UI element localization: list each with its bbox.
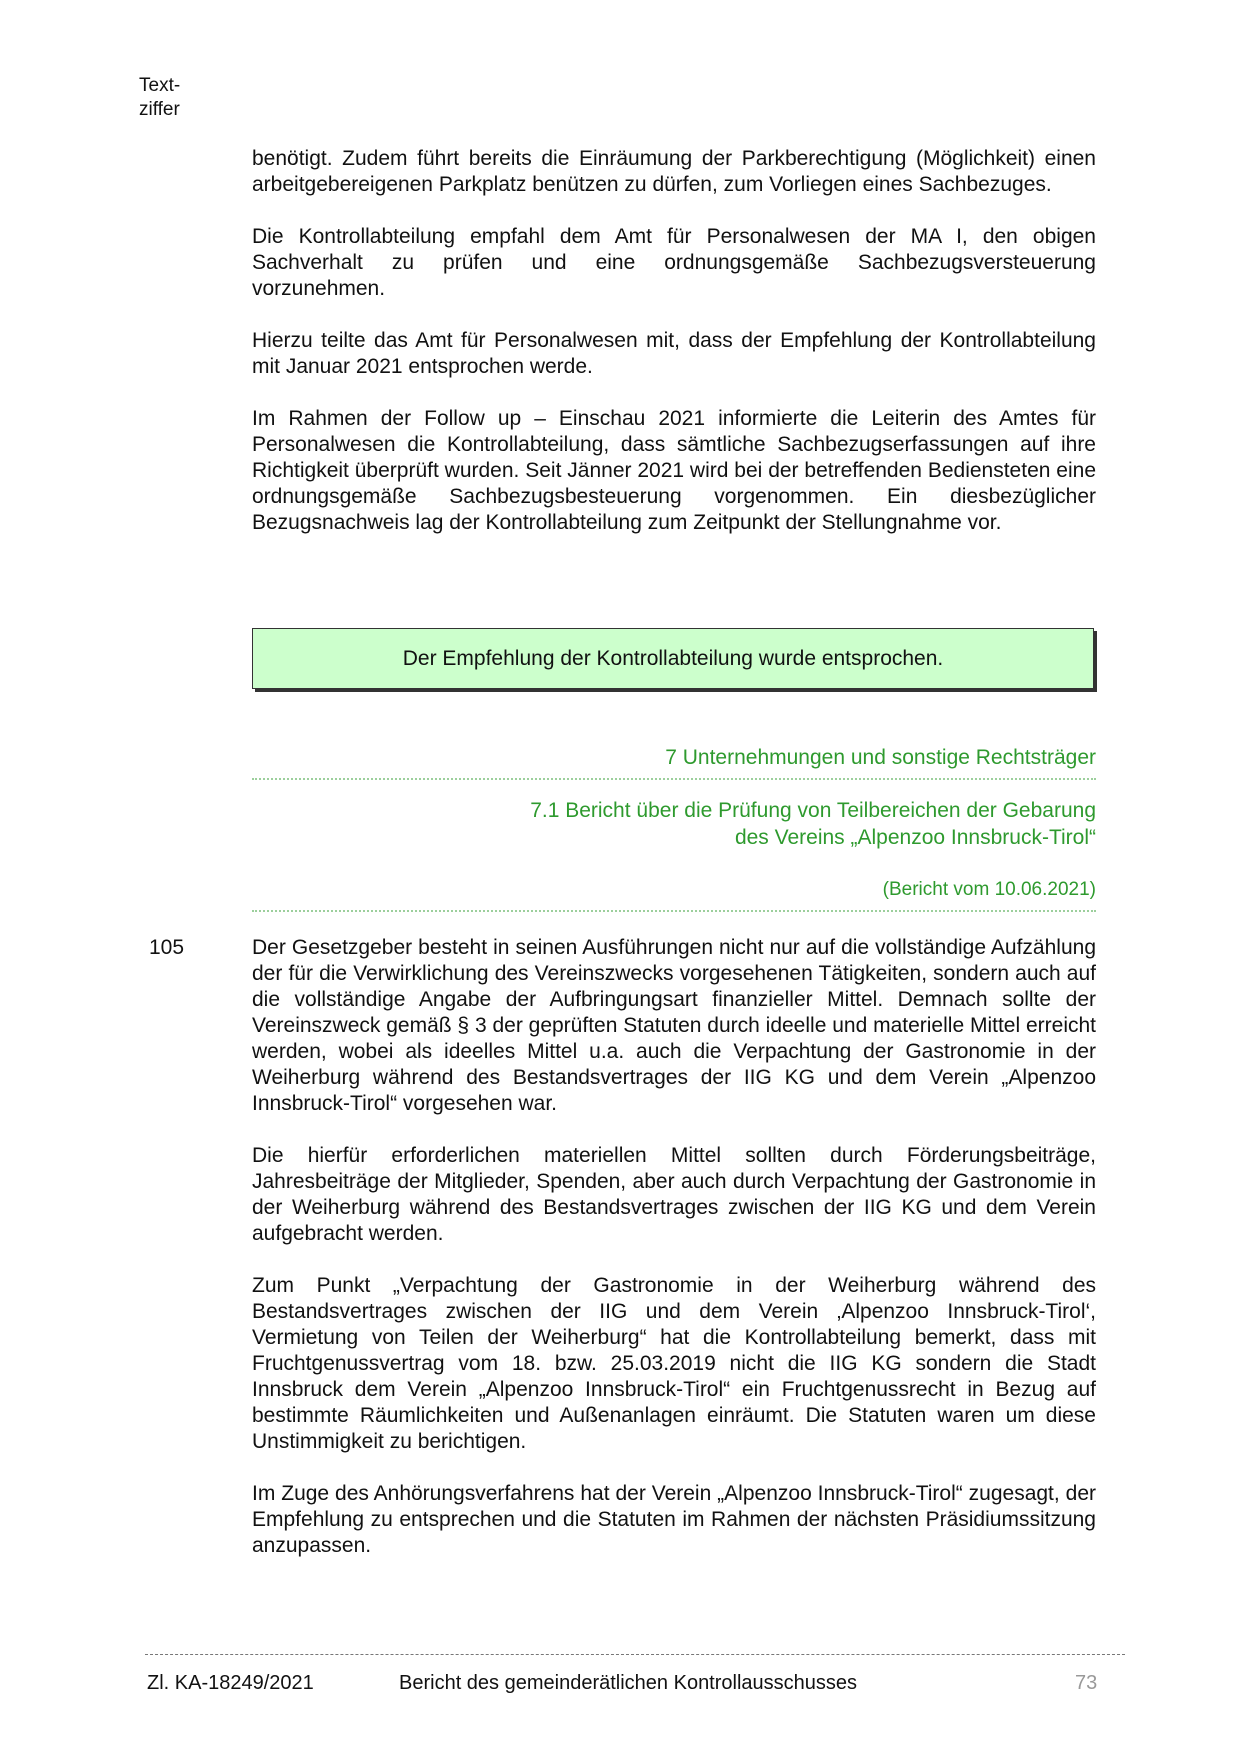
section-heading-line1: 7.1 Bericht über die Prüfung von Teilbereichen der Gebarung: [530, 799, 1096, 822]
margin-label-line1: Text-: [139, 75, 181, 96]
recommendation-text: Der Empfehlung der Kontrollabteilung wurde entsprochen.: [402, 646, 944, 670]
recommendation-box: [252, 628, 1094, 689]
body-text-top: [252, 146, 1096, 562]
body-text-105: [252, 935, 1096, 1585]
section-heading: [252, 797, 1096, 851]
page-number: 73: [1075, 1672, 1098, 1694]
dotted-divider: [252, 778, 1096, 780]
paragraph: Der Gesetzgeber besteht in seinen Ausführungen nicht nur auf die vollständige Aufzählung der für die Verwirklichung des Vereinszwecks vorgesehenen Tätigkeiten, sondern auch auf die vollständige Angabe der Aufbringungsart finanzieller Mittel. Demnach sollte der Vereinszweck gemäß § 3 der geprüften Statuten durch ideelle und materielle Mittel erreicht werden, wobei als ideelles Mittel u.a. auch die Verpachtung der Gastronomie in der Weiherburg während des Bestandsvertrages der IIG KG und dem Verein „Alpenzoo Innsbruck-Tirol“ vorgesehen war.: [252, 936, 1096, 1115]
paragraph: benötigt. Zudem führt bereits die Einräumung der Parkberechtigung (Möglichkeit) einen arbeitgebereigenen Parkplatz benützen zu dürfen, zum Vorliegen eines Sachbezuges.: [252, 147, 1096, 196]
paragraph: Die hierfür erforderlichen materiellen Mittel sollten durch Förderungsbeiträge, Jahresbeiträge der Mitglieder, Spenden, aber auch durch Verpachtung der Gastronomie in der Weiherburg während des Bestandsvertrages zwischen der IIG KG und dem Verein aufgebracht werden.: [252, 1144, 1096, 1245]
chapter-heading: 7 Unternehmungen und sonstige Rechtsträger: [665, 746, 1096, 769]
paragraph: Hierzu teilte das Amt für Personalwesen mit, dass der Empfehlung der Kontrollabteilung mit Januar 2021 entsprochen werde.: [252, 329, 1096, 378]
textziffer-number: 105: [149, 936, 185, 959]
paragraph: Zum Punkt „Verpachtung der Gastronomie in der Weiherburg während des Bestandsvertrages zwischen der IIG und dem Verein ‚Alpenzoo Innsbruck-Tirol‘, Vermietung von Teilen der Weiherburg“ hat die Kontrollabteilung bemerkt, dass mit Fruchtgenussvertrag vom 18. bzw. 25.03.2019 nicht die IIG KG sondern die Stadt Innsbruck dem Verein „Alpenzoo Innsbruck-Tirol“ ein Fruchtgenussrecht in Bezug auf bestimmte Räumlichkeiten und Außenanlagen einräumt. Die Statuten waren um diese Unstimmigkeit zu berichtigen.: [252, 1274, 1096, 1453]
footer-title: Bericht des gemeinderätlichen Kontrollausschusses: [399, 1672, 858, 1694]
textziffer-margin-label: [139, 74, 209, 122]
report-date: (Bericht vom 10.06.2021): [882, 879, 1096, 900]
footer-reference: Zl. KA-18249/2021: [147, 1672, 314, 1694]
dotted-divider: [252, 910, 1096, 912]
paragraph: Die Kontrollabteilung empfahl dem Amt für Personalwesen der MA I, den obigen Sachverhalt zu prüfen und eine ordnungsgemäße Sachbezugsversteuerung vorzunehmen.: [252, 225, 1096, 300]
section-heading-line2: des Vereins „Alpenzoo Innsbruck-Tirol“: [734, 826, 1096, 849]
margin-label-line2: ziffer: [139, 99, 180, 120]
footer-divider: [145, 1654, 1125, 1655]
paragraph: Im Zuge des Anhörungsverfahrens hat der Verein „Alpenzoo Innsbruck-Tirol“ zugesagt, der Empfehlung zu entsprechen und die Statuten im Rahmen der nächsten Präsidiumssitzung anzupassen.: [252, 1482, 1096, 1557]
paragraph: Im Rahmen der Follow up – Einschau 2021 informierte die Leiterin des Amtes für Personalwesen die Kontrollabteilung, dass sämtliche Sachbezugserfassungen auf ihre Richtigkeit überprüft wurden. Seit Jänner 2021 wird bei der betreffenden Bediensteten eine ordnungsgemäße Sachbezugsbesteuerung vorgenommen. Ein diesbezüglicher Bezugsnachweis lag der Kontrollabteilung zum Zeitpunkt der Stellungnahme vor.: [252, 407, 1096, 534]
